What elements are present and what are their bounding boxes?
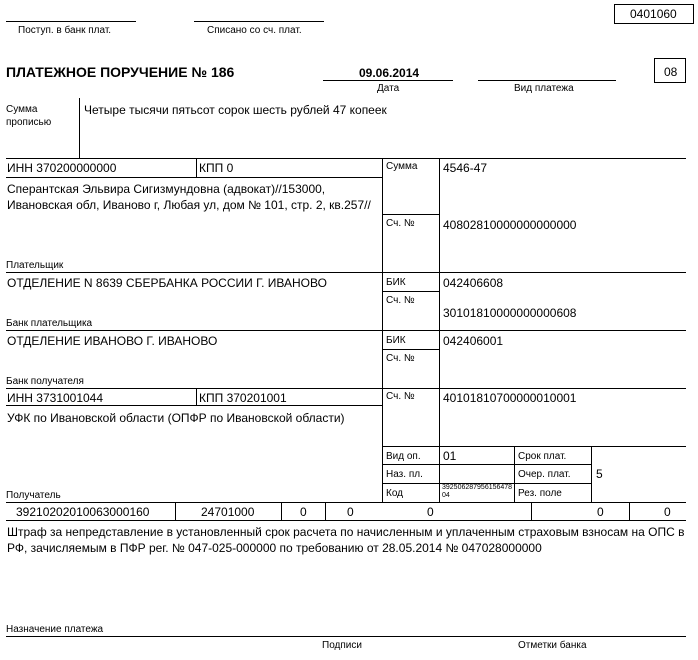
- budget-doc-number: 0: [427, 505, 434, 519]
- recipient-name: УФК по Ивановской области (ОПФР по Ивановской области): [7, 411, 345, 425]
- purpose-label: Назначение платежа: [6, 624, 104, 635]
- payer-bank-bik-label: БИК: [386, 277, 406, 288]
- recipient-inn: ИНН 3731001044: [7, 391, 104, 405]
- amount-words-divider: [79, 98, 80, 158]
- budget-doc-date: 0: [597, 505, 604, 519]
- grid-line: [6, 330, 686, 331]
- payer-label: Плательщик: [6, 260, 64, 271]
- budget-divider: [175, 502, 176, 520]
- payer-bank-account-value: 30101810000000000608: [443, 306, 577, 320]
- recipient-account-label: Сч. №: [386, 391, 415, 402]
- payer-inn: ИНН 370200000000: [7, 161, 117, 175]
- priority-value: 5: [596, 467, 603, 481]
- amount-words-label: Сумма прописью: [6, 104, 52, 128]
- code-value: 392506287956156​47804: [442, 484, 513, 499]
- form-code: 0401060: [630, 7, 677, 21]
- budget-divider: [281, 502, 282, 520]
- purpose-text: Штраф за непредставление в установленный срок расчета по начисленным и уплаченным страховым взносам на ОПС в РФ, зачисляемым в ПФР рег. № 047-025-000000 по требованию от 28.05.2014 № 047028000000: [7, 525, 685, 555]
- term-label: Срок плат.: [518, 451, 567, 462]
- purpose-code-label: Наз. пл.: [386, 469, 423, 480]
- grid-line: [383, 446, 686, 447]
- code-label: Код: [386, 488, 404, 499]
- grid-line: [6, 177, 382, 178]
- budget-divider: [325, 502, 326, 520]
- recipient-account-value: 40101810700000010001: [443, 391, 577, 405]
- grid-line: [6, 272, 686, 273]
- grid-line: [6, 158, 686, 159]
- recipient-label: Получатель: [6, 490, 61, 501]
- payer-account-label: Сч. №: [386, 218, 415, 229]
- date-label: Дата: [377, 83, 400, 94]
- purpose-line: [6, 636, 686, 637]
- recipient-kpp: КПП 370201001: [199, 391, 287, 405]
- payer-sum-label: Сумма: [386, 161, 418, 172]
- payer-bank-name: ОТДЕЛЕНИЕ N 8639 СБЕРБАНКА РОССИИ Г. ИВАНОВО: [7, 276, 327, 290]
- recipient-bank-account-label: Сч. №: [386, 353, 415, 364]
- grid-line: [383, 214, 439, 215]
- op-type-label: Вид оп.: [386, 451, 421, 462]
- received-line: [6, 21, 136, 22]
- grid-line: [591, 446, 592, 502]
- reserve-label: Рез. поле: [518, 488, 562, 499]
- grid-line: [6, 502, 686, 503]
- priority-label: Очер. плат.: [518, 469, 571, 480]
- payer-account-value: 40802810000000000000: [443, 218, 577, 232]
- budget-payment-type: 0: [664, 505, 671, 519]
- grid-line: [514, 446, 515, 502]
- grid-line: [383, 291, 439, 292]
- date-value: 09.06.2014: [359, 66, 420, 80]
- payer-name: Сперантская Эльвира Сигизмундовна (адвокат)//153000, Ивановская обл, Иваново г, Любая ул, дом № 101, стр. 2, кв.257//: [7, 182, 371, 212]
- grid-line: [6, 388, 686, 389]
- op-type-value: 01: [443, 449, 457, 463]
- signatures-label: Подписи: [322, 640, 362, 651]
- grid-line: [196, 388, 197, 405]
- budget-oktmo: 24701000: [201, 505, 255, 519]
- payer-bank-account-label: Сч. №: [386, 295, 415, 306]
- grid-line: [383, 349, 439, 350]
- amount-words-value: Четыре тысячи пятьсот сорок шесть рублей 47 копеек: [84, 103, 387, 117]
- budget-kbk: 39210202010063000160: [16, 505, 150, 519]
- recipient-bank-label: Банк получателя: [6, 376, 84, 387]
- payer-bank-bik-value: 042406608: [443, 276, 504, 290]
- budget-divider: [531, 502, 532, 520]
- debited-label: Списано со сч. плат.: [207, 25, 302, 36]
- grid-line: [6, 520, 686, 521]
- payment-type-line: [478, 80, 616, 81]
- grid-line: [383, 464, 591, 465]
- grid-line: [382, 158, 383, 502]
- grid-line: [439, 158, 440, 502]
- grid-line: [6, 405, 382, 406]
- budget-divider: [629, 502, 630, 520]
- budget-period: 0: [347, 505, 354, 519]
- grid-line: [196, 158, 197, 177]
- received-label: Поступ. в банк плат.: [18, 25, 112, 36]
- recipient-bank-bik-value: 042406001: [443, 334, 504, 348]
- payer-bank-label: Банк плательщика: [6, 318, 93, 329]
- payer-sum-value: 4546-47: [443, 161, 488, 175]
- recipient-bank-name: ОТДЕЛЕНИЕ ИВАНОВО Г. ИВАНОВО: [7, 334, 218, 348]
- status-code: 08: [664, 65, 678, 79]
- document-title: ПЛАТЕЖНОЕ ПОРУЧЕНИЕ № 186: [6, 64, 235, 80]
- payment-type-label: Вид платежа: [514, 83, 574, 94]
- payer-kpp: КПП 0: [199, 161, 234, 175]
- bank-marks-label: Отметки банка: [518, 640, 587, 651]
- recipient-bank-bik-label: БИК: [386, 335, 406, 346]
- debited-line: [194, 21, 324, 22]
- date-line: [323, 80, 453, 81]
- budget-basis: 0: [300, 505, 307, 519]
